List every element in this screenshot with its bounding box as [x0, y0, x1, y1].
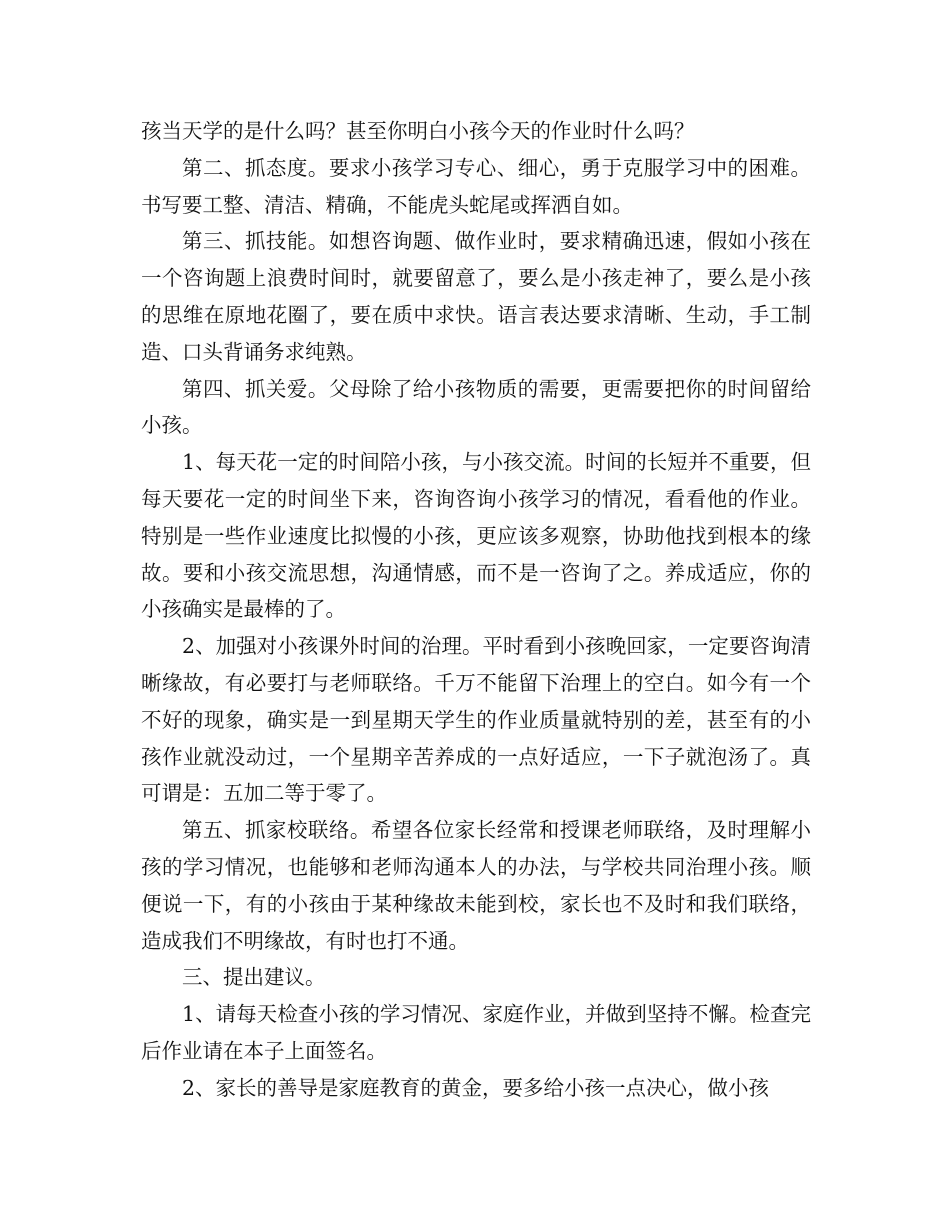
paragraph-care-item-2: 2、加强对小孩课外时间的治理。平时看到小孩晚回家，一定要咨询清晰缘故，有必要打与老师联络。千万不能留下治理上的空白。如今有一个不好的现象，确实是一到星期天学生的作业质量就特别的差，甚至有的小孩作业就没动过，一个星期辛苦养成的一点好适应，一下子就泡汤了。真可谓是：五加二等于零了。 — [141, 634, 811, 806]
paragraph-suggestion-1: 1、请每天检查小孩的学习情况、家庭作业，并做到坚持不懈。检查完后作业请在本子上面签名。 — [141, 1002, 811, 1063]
paragraph-continuation: 孩当天学的是什么吗？甚至你明白小孩今天的作业时什么吗？ — [141, 119, 695, 143]
document-body — [141, 113, 811, 1107]
paragraph-suggestion-2: 2、家长的善导是家庭教育的黄金，要多给小孩一点决心，做小孩 — [182, 1075, 770, 1100]
paragraph-care-item-1: 1、每天花一定的时间陪小孩，与小孩交流。时间的长短并不重要，但每天要花一定的时间坐下来，咨询咨询小孩学习的情况，看看他的作业。特别是一些作业速度比拟慢的小孩，更应该多观察，协助他找到根本的缘故。要和小孩交流思想，沟通情感，而不是一咨询了之。养成适应，你的小孩确实是最棒的了。 — [141, 450, 811, 622]
paragraph-skills: 第三、抓技能。如想咨询题、做作业时，要求精确迅速，假如小孩在一个咨询题上浪费时间时，就要留意了，要么是小孩走神了，要么是小孩的思维在原地花圈了，要在质中求快。语言表达要求清晰、生动，手工制造、口头背诵务求纯熟。 — [141, 229, 811, 364]
paragraph-care: 第四、抓关爱。父母除了给小孩物质的需要，更需要把你的时间留给小孩。 — [141, 376, 811, 438]
paragraph-attitude: 第二、抓态度。要求小孩学习专心、细心，勇于克服学习中的困难。书写要工整、清洁、精确，不能虎头蛇尾或挥洒自如。 — [141, 155, 811, 217]
paragraph-home-school: 第五、抓家校联络。希望各位家长经常和授课老师联络，及时理解小孩的学习情况，也能够和老师沟通本人的办法，与学校共同治理小孩。顺便说一下，有的小孩由于某种缘故未能到校，家长也不及时和我们联络，造成我们不明缘故，有时也打不通。 — [141, 818, 811, 953]
section-heading-suggestions: 三、提出建议。 — [182, 965, 326, 990]
